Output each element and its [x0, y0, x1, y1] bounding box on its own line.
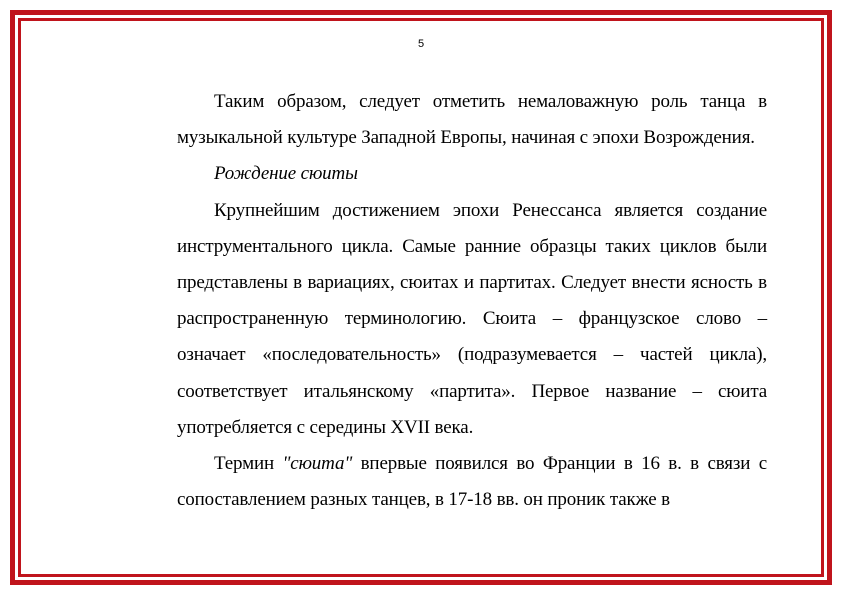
paragraph-instrumental-cycle: Крупнейшим достижением эпохи Ренессанса является создание инструментального цикла. Самые ранние образцы таких циклов были представлены в вариациях, сюитах и партитах. Следует внести ясность в распространенную терминологию. Сюита – французское слово – означает «последовательность» (подразумевается – частей цикла), соответствует итальянскому «партита». Первое название – сюита употребляется с середины XVII века.: [177, 199, 767, 438]
paragraph-term-suite-after: впервые появился во Франции в 16 в. в связи с сопоставлением разных танцев, в 17-18 вв. он проник также в: [177, 453, 767, 511]
page-number: 5: [417, 38, 425, 50]
section-heading-suite-birth: Рождение сюиты: [214, 163, 358, 185]
document-body: [177, 84, 767, 518]
paragraph-term-suite-before: Термин: [214, 453, 283, 475]
paragraph-term-suite: [177, 446, 767, 518]
term-suite: "сюита": [282, 453, 353, 475]
paragraph-dance-role: Таким образом, следует отметить немаловажную роль танца в музыкальной культуре Западной Европы, начиная с эпохи Возрождения.: [177, 91, 767, 149]
